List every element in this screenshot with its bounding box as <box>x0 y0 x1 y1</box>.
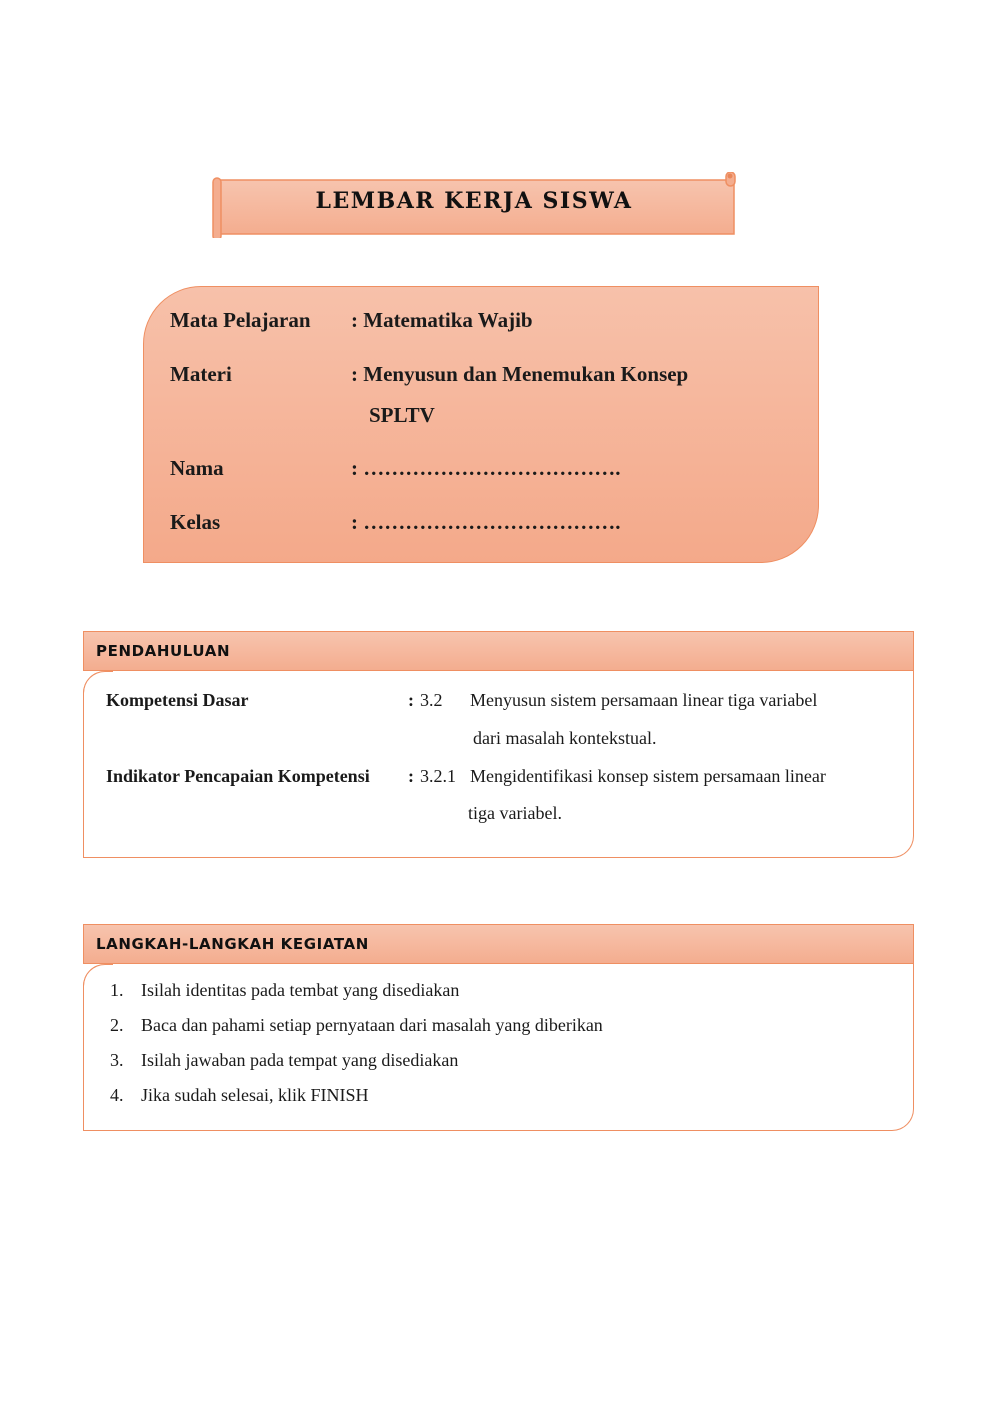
kd-text-line1: Menyusun sistem persamaan linear tiga variabel <box>470 690 818 710</box>
subject-value: : Matematika Wajib <box>351 308 533 332</box>
langkah-header <box>83 924 914 964</box>
name-label: Nama <box>170 456 224 480</box>
material-value-continued: SPLTV <box>369 403 435 427</box>
step-text: Baca dan pahami setiap pernyataan dari masalah yang diberikan <box>141 1015 603 1035</box>
class-label: Kelas <box>170 510 221 534</box>
langkah-heading: LANGKAH-LANGKAH KEGIATAN <box>96 935 369 953</box>
kd-text-line2: dari masalah kontekstual. <box>473 728 657 748</box>
pendahuluan-heading: PENDAHULUAN <box>96 642 231 660</box>
step-number: 4. <box>110 1085 124 1105</box>
pendahuluan-body <box>83 671 914 858</box>
material-value: : Menyusun dan Menemukan Konsep <box>351 362 689 386</box>
ipk-colon: : <box>408 766 414 786</box>
step-text: Isilah jawaban pada tempat yang disediakan <box>141 1050 459 1070</box>
step-number: 3. <box>110 1050 124 1070</box>
class-field[interactable]: : ………………………………. <box>351 510 621 534</box>
step-number: 2. <box>110 1015 124 1035</box>
pendahuluan-header <box>83 631 914 671</box>
kd-colon: : <box>408 690 414 710</box>
subject-label: Mata Pelajaran <box>170 308 311 332</box>
langkah-body <box>83 964 914 1131</box>
title-banner <box>212 172 736 238</box>
ipk-label: Indikator Pencapaian Kompetensi <box>106 766 370 786</box>
page-title: LEMBAR KERJA SISWA <box>315 188 633 214</box>
ipk-number: 3.2.1 <box>420 766 456 786</box>
ipk-text-line2: tiga variabel. <box>468 803 562 823</box>
material-label: Materi <box>170 362 232 386</box>
step-number: 1. <box>110 980 124 1000</box>
name-field[interactable]: : ………………………………. <box>351 456 621 480</box>
identity-card <box>143 286 819 563</box>
kd-number: 3.2 <box>420 690 443 710</box>
ipk-text-line1: Mengidentifikasi konsep sistem persamaan linear <box>470 766 826 786</box>
step-text: Jika sudah selesai, klik FINISH <box>141 1085 369 1105</box>
step-text: Isilah identitas pada tembat yang disediakan <box>141 980 460 1000</box>
kd-label: Kompetensi Dasar <box>106 690 249 710</box>
